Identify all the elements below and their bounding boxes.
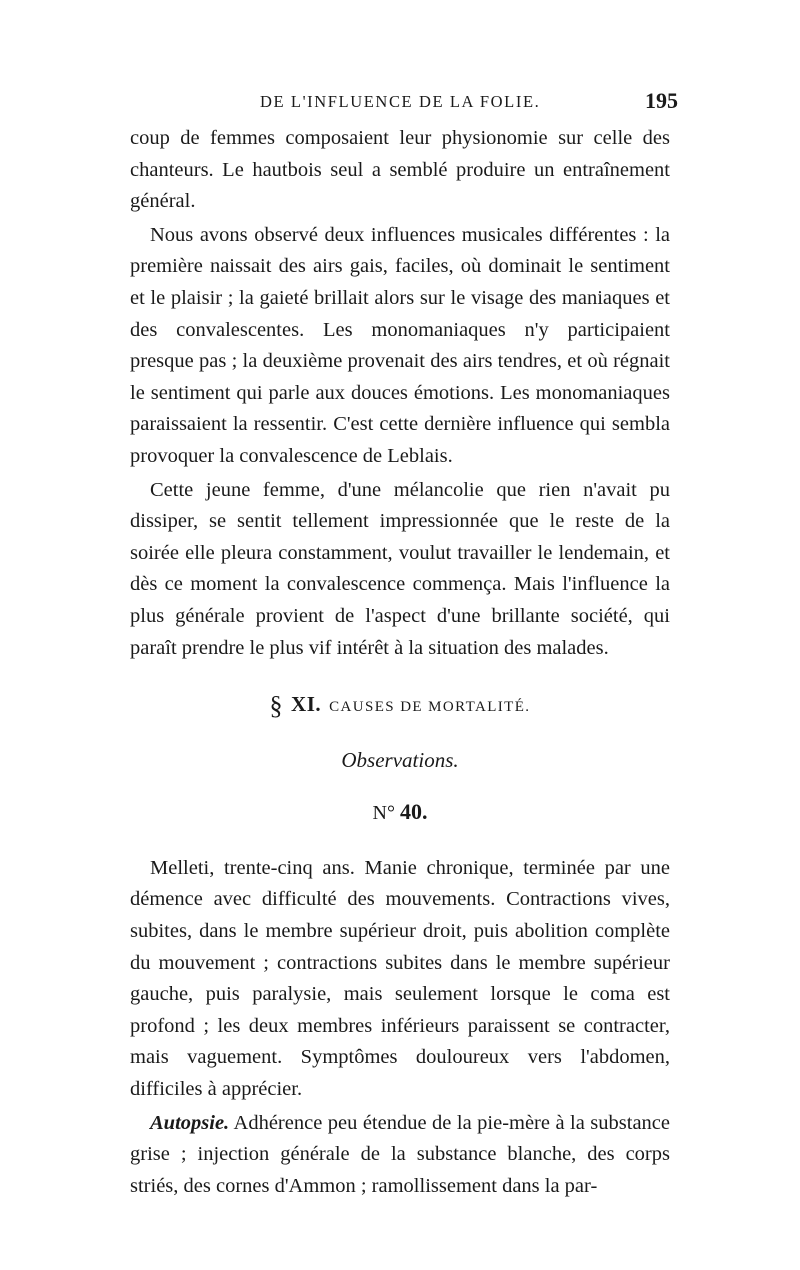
observation-text: Melleti, trente-cinq ans. Manie chronique, terminée par une démence avec difficulté des mouvements. Contractions vives, subites, dans le membre supérieur droit, puis abolition complète du mouvement ; contractions subites dans le membre supérieur gauche, puis paralysie, mais seulement lorsque le coma est profond ; les deux membres inférieurs paraissent se contracter, mais vaguement. Symptômes douloureux vers l'abdomen, difficiles à apprécier. [130, 856, 670, 1101]
observation-number-value: 40. [399, 799, 428, 825]
section-title: CAUSES DE MORTALITÉ. [329, 699, 531, 716]
observations-subtitle: Observations. [341, 747, 459, 772]
paragraph-musical-influences: Nous avons observé deux influences musicales différentes : la première naissait des airs gais, faciles, où dominait le sentiment et le plaisir ; la gaieté brillait alors sur le visage des maniaques et des convalescentes. Les monomaniaques n'y participaient presque pas ; la deuxième provenait des airs tendres, et où régnait le sentiment qui parle aux douces émotions. Les monomaniaques paraissaient la ressentir. C'est cette dernière influence qui sembla provoquer la convalescence de Leblais. [130, 223, 670, 467]
section-heading [130, 689, 670, 724]
paragraph-young-woman: Cette jeune femme, d'une mélancolie que rien n'avait pu dissiper, se sentit tellement impressionnée que le reste de la soirée elle pleura constamment, voulut travailler le lendemain, et dès ce moment la convalescence commença. Mais l'influence la plus générale provient de l'aspect d'une brillante société, qui paraît prendre le plus vif intérêt à la situation des malades. [130, 478, 670, 659]
running-title: DE L'INFLUENCE DE LA FOLIE. [260, 92, 541, 111]
section-symbol: § [269, 691, 284, 721]
autopsie-text: Adhérence peu étendue de la pie-mère à la substance grise ; injection générale de la substance blanche, des corps striés, des cornes d'Ammon ; ramollissement dans la par- [130, 1111, 670, 1197]
observation-prefix: N° [372, 802, 395, 825]
page-body [130, 123, 670, 1202]
page-number: 195 [645, 88, 678, 113]
paragraph-continuation: coup de femmes composaient leur physionomie sur celle des chanteurs. Le hautbois seul a semblé produire un entraînement général. [130, 127, 670, 213]
section-numeral: XI. [291, 692, 322, 717]
observation-number [130, 796, 670, 830]
page-header [130, 88, 678, 118]
autopsie-paragraph [130, 1108, 670, 1203]
autopsie-label: Autopsie. [150, 1111, 230, 1134]
